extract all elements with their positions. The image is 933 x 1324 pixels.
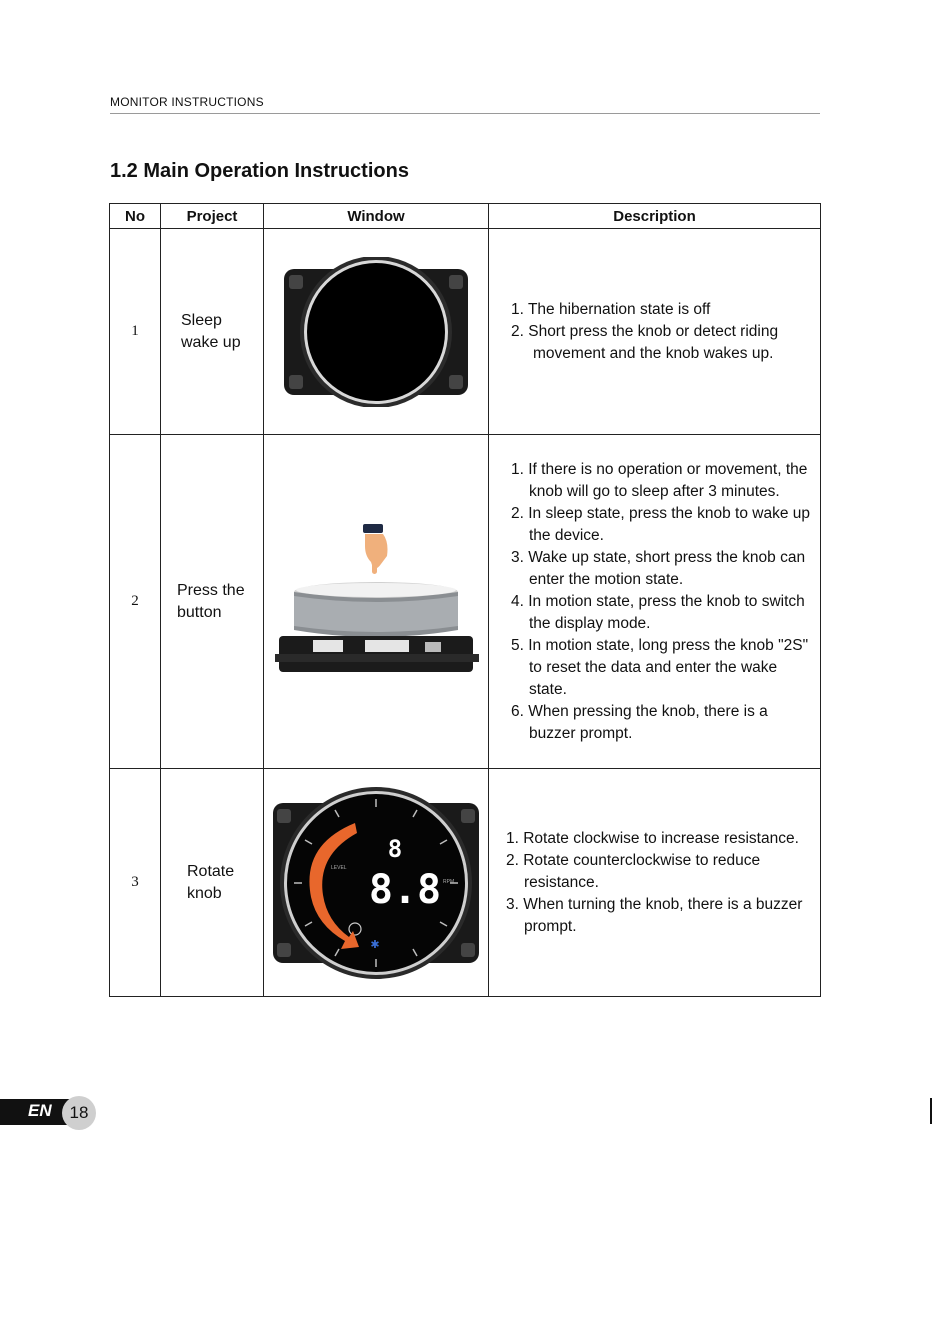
knob-press-image	[273, 522, 479, 682]
project-line: wake up	[181, 333, 241, 351]
description-item: 2. In sleep state, press the knob to wake up the device.	[511, 504, 810, 544]
project-line: knob	[187, 884, 222, 902]
description-item: 6. When pressing the knob, there is a buzzer prompt.	[511, 702, 768, 742]
page-number-badge	[62, 1096, 96, 1130]
description-item: 4. In motion state, press the knob to switch the display mode.	[511, 592, 805, 632]
row-number: 2	[110, 435, 161, 769]
project-line: Rotate	[187, 862, 235, 880]
page-edge-mark	[930, 1098, 932, 1124]
footer-language: EN	[28, 1101, 52, 1120]
column-header-no: No	[110, 204, 161, 229]
description-item: 3. Wake up state, short press the knob can enter the motion state.	[511, 548, 806, 588]
project-line: button	[177, 603, 222, 621]
table-header-row	[110, 204, 821, 229]
project-line: Press the	[177, 581, 245, 599]
description-item: 3. When turning the knob, there is a buzzer prompt.	[506, 895, 803, 935]
bluetooth-icon: ✱	[370, 937, 380, 951]
window-cell	[264, 435, 489, 769]
description-item: 2. Short press the knob or detect riding movement and the knob wakes up.	[511, 322, 779, 362]
hand-icon	[363, 524, 388, 574]
row-number: 3	[110, 769, 161, 997]
project-cell	[161, 229, 264, 435]
description-cell	[489, 435, 821, 769]
column-header-project: Project	[161, 204, 264, 229]
knob-rotate-image	[271, 785, 481, 981]
section-title: 1.2 Main Operation Instructions	[110, 160, 409, 182]
display-main-digits: 8.8	[368, 866, 442, 913]
knob-sleep-image	[281, 257, 471, 407]
project-cell	[161, 769, 264, 997]
column-header-description: Description	[489, 204, 821, 229]
description-list	[511, 459, 810, 745]
project-cell	[161, 435, 264, 769]
page-number: 18	[69, 1103, 89, 1122]
header-divider	[110, 113, 820, 114]
window-cell	[264, 769, 489, 997]
description-cell	[489, 769, 821, 997]
description-item: 1. Rotate clockwise to increase resistance.	[506, 829, 799, 847]
description-cell	[489, 229, 821, 435]
display-right-label: RPM	[443, 878, 455, 885]
description-list	[511, 299, 808, 365]
row-number: 1	[110, 229, 161, 435]
header-section-label: MONITOR INSTRUCTIONS	[110, 95, 264, 109]
column-header-window: Window	[264, 204, 489, 229]
table-row	[110, 435, 821, 769]
display-top-digit: 8	[387, 834, 403, 863]
description-item: 1. The hibernation state is off	[511, 300, 711, 318]
display-left-label: LEVEL	[331, 864, 347, 871]
project-line: Sleep	[181, 311, 222, 329]
table-row	[110, 229, 821, 435]
description-list	[506, 828, 814, 938]
description-item: 1. If there is no operation or movement, the knob will go to sleep after 3 minutes.	[511, 460, 808, 500]
table-row	[110, 769, 821, 997]
description-item: 5. In motion state, long press the knob "2S" to reset the data and enter the wake state.	[511, 636, 809, 698]
description-item: 2. Rotate counterclockwise to reduce resistance.	[506, 851, 761, 891]
window-cell	[264, 229, 489, 435]
operations-table	[109, 203, 821, 997]
